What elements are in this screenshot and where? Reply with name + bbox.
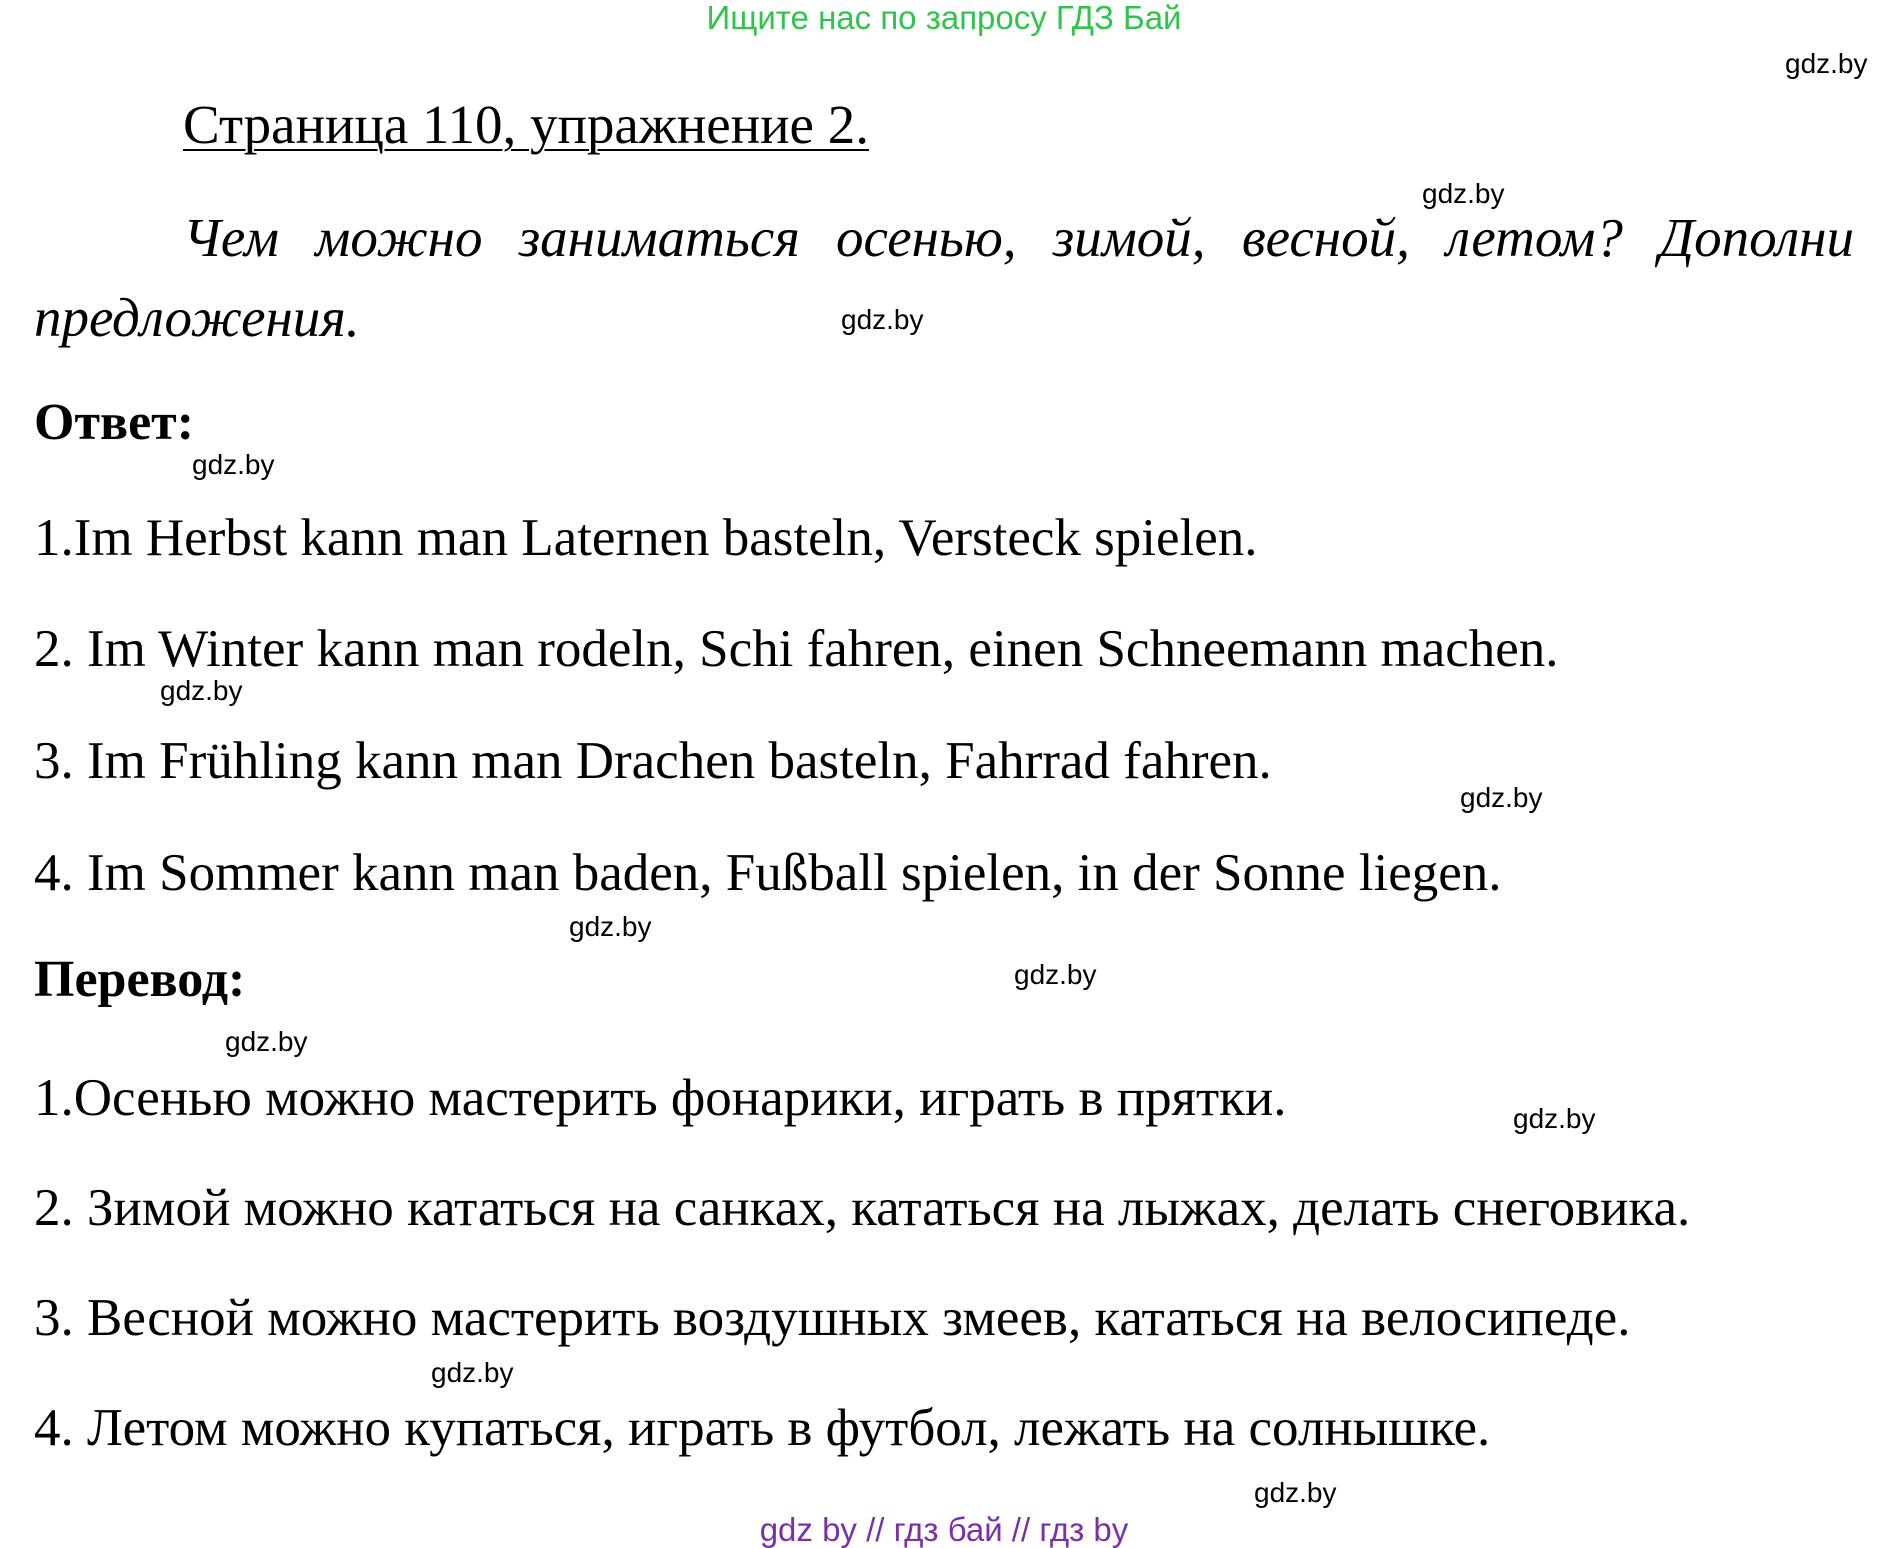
translation-heading: Перевод: [34, 951, 246, 1008]
watermark: gdz.by [225, 1026, 308, 1057]
answer-line: 3. Im Frühling kann man Drachen basteln, Fahrrad fahren. [34, 732, 1272, 790]
watermark: gdz.by [1513, 1103, 1596, 1134]
answer-line: 1.Im Herbst kann man Laternen basteln, Versteck spielen. [34, 509, 1258, 567]
translation-line: 1.Осенью можно мастерить фонарики, играть в прятки. [34, 1069, 1287, 1127]
watermark: gdz.by [569, 911, 652, 942]
watermark: gdz.by [431, 1357, 514, 1388]
answer-heading: Ответ: [34, 394, 195, 451]
watermark: gdz.by [1014, 959, 1097, 990]
watermark: gdz.by [160, 675, 243, 706]
translation-line: 4. Летом можно купаться, играть в футбол, лежать на солнышке. [34, 1399, 1491, 1457]
footer-links: gdz by // гдз бай // гдз by [759, 1511, 1129, 1548]
watermark: gdz.by [1422, 178, 1505, 209]
task-text: Чем можно заниматься осенью, зимой, весной, летом? Дополни предложения. [34, 207, 1854, 348]
watermark: gdz.by [1460, 782, 1543, 813]
translation-line: 3. Весной можно мастерить воздушных змеев, кататься на велосипеде. [34, 1289, 1631, 1347]
answer-line: 2. Im Winter kann man rodeln, Schi fahren, einen Schneemann machen. [34, 620, 1559, 678]
watermark: gdz.by [1254, 1477, 1337, 1508]
top-banner: Ищите нас по запросу ГДЗ Бай [706, 0, 1182, 36]
page-title: Страница 110, упражнение 2. [183, 94, 869, 155]
answer-line: 4. Im Sommer kann man baden, Fußball spielen, in der Sonne liegen. [34, 844, 1502, 902]
watermark: gdz.by [1785, 48, 1868, 79]
watermark: gdz.by [841, 304, 924, 335]
translation-line: 2. Зимой можно кататься на санках, кататься на лыжах, делать снеговика. [34, 1179, 1691, 1237]
watermark: gdz.by [192, 449, 275, 480]
